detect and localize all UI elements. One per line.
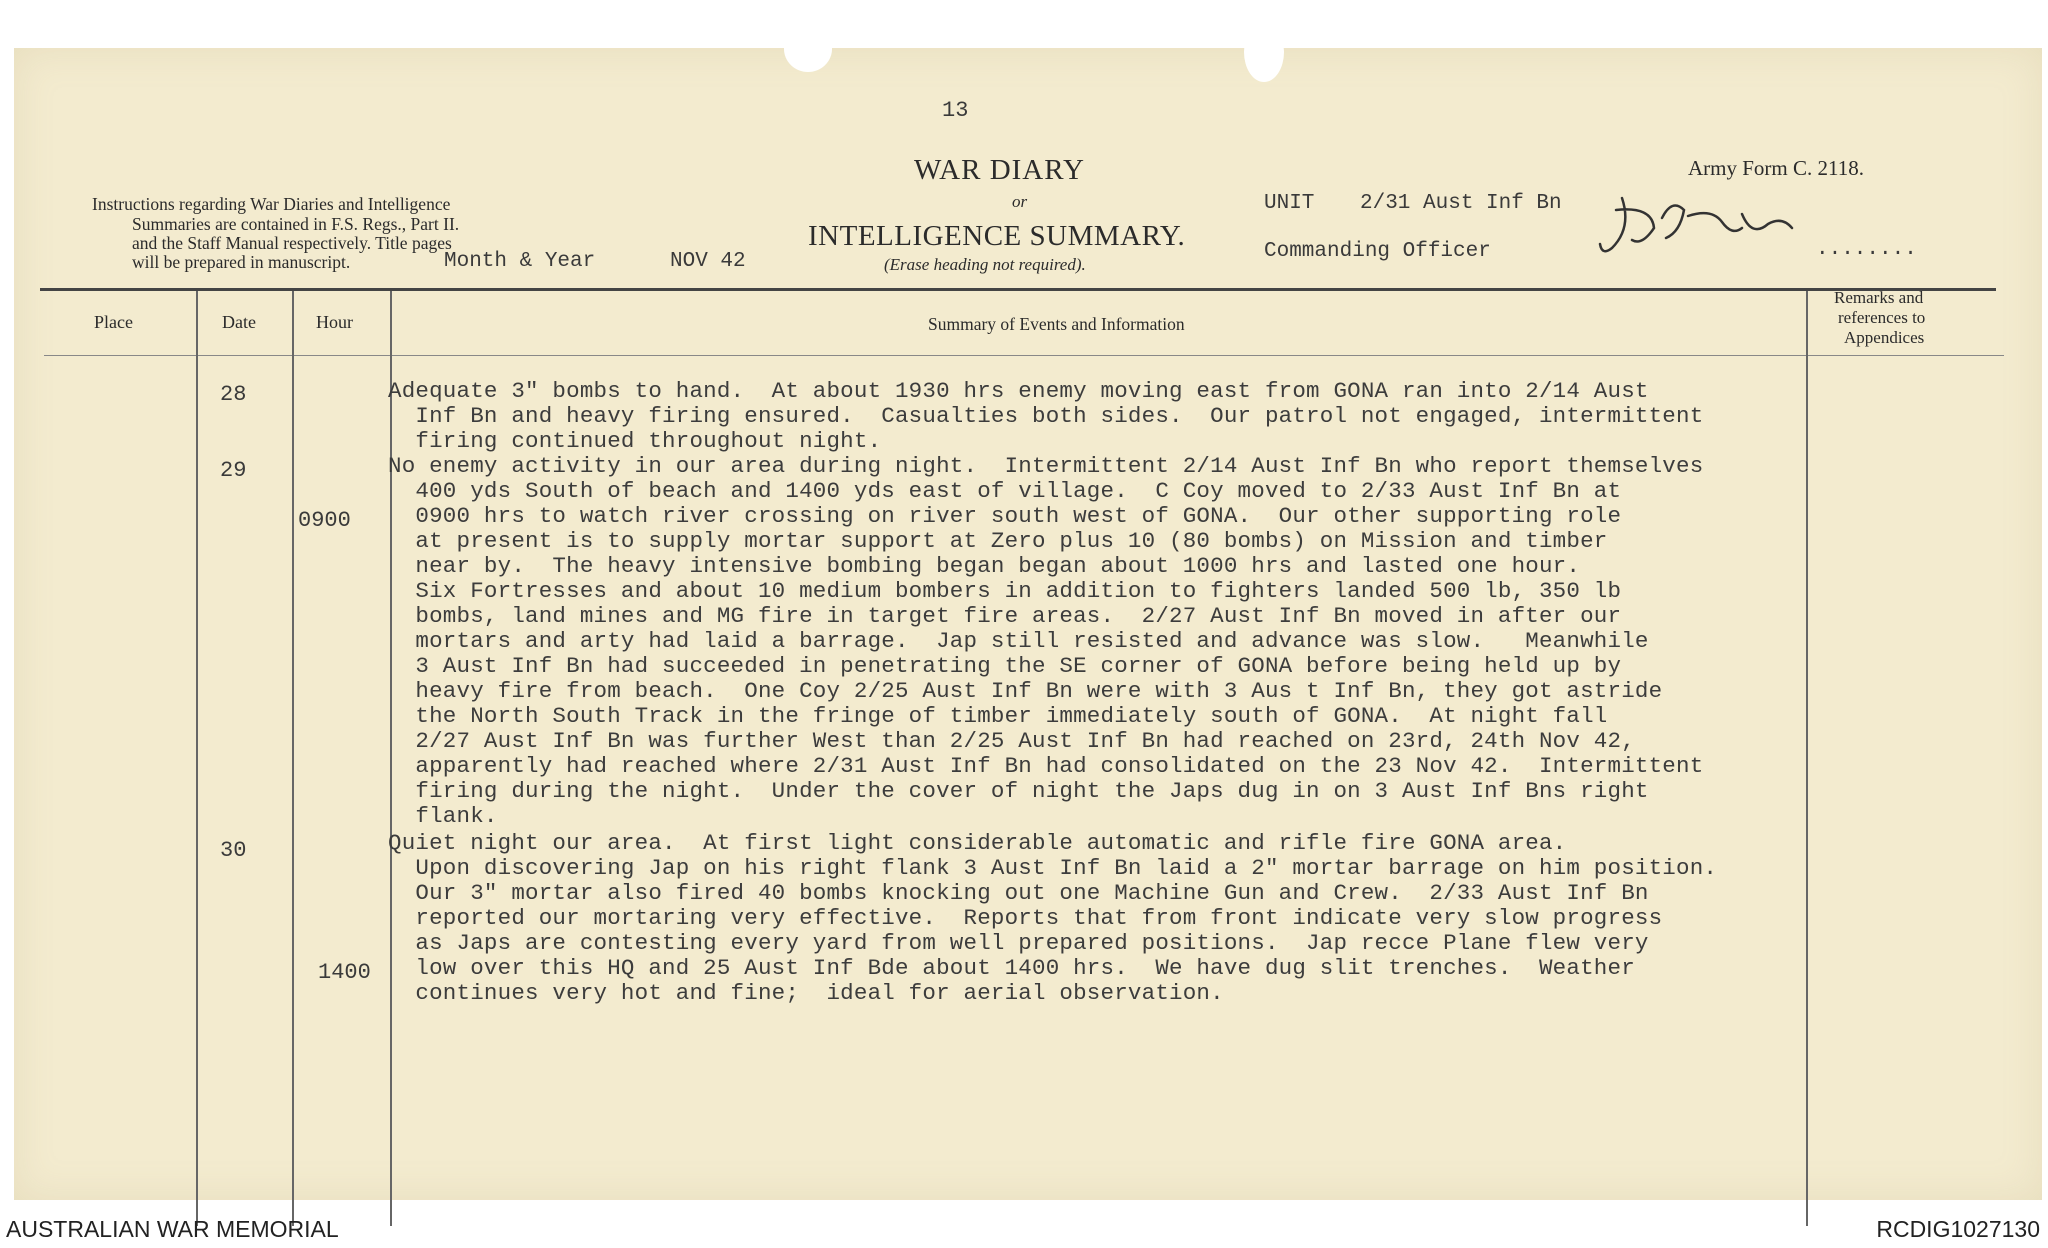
summary-line: mortars and arty had laid a barrage. Jap still resisted and advance was slow. Meanwhile (388, 628, 1649, 654)
summary-line: 400 yds South of beach and 1400 yds east of village. C Coy moved to 2/33 Aust Inf Bn at (388, 478, 1622, 504)
summary-line: at present is to supply mortar support at Zero plus 10 (80 bombs) on Mission and timber (388, 528, 1608, 554)
summary-line: continues very hot and fine; ideal for aerial observation. (388, 980, 1224, 1006)
unit-label: UNIT (1264, 192, 1315, 215)
unit-value: 2/31 Aust Inf Bn (1360, 192, 1562, 215)
month-year-value: NOV 42 (670, 250, 746, 273)
summary-line: low over this HQ and 25 Aust Inf Bde about 1400 hrs. We have dug slit trenches. Weather (388, 955, 1635, 981)
instructions-line: will be prepared in manuscript. (132, 252, 351, 272)
title-or: or (1012, 192, 1028, 211)
entry-date: 30 (220, 838, 247, 863)
summary-line: Our 3" mortar also fired 40 bombs knocking out one Machine Gun and Crew. 2/33 Aust Inf Bn (388, 880, 1649, 906)
title-intelligence-summary: INTELLIGENCE SUMMARY. (808, 220, 1186, 252)
column-header-hour: Hour (316, 312, 353, 332)
month-year-label: Month & Year (444, 250, 596, 273)
column-divider (1806, 291, 1808, 1226)
instructions-line: Summaries are contained in F.S. Regs., Part II. (132, 214, 460, 234)
instructions-line: Instructions regarding War Diaries and Intelligence (92, 194, 451, 214)
column-divider (196, 291, 198, 1226)
column-header-rule (44, 355, 2004, 356)
entry-date: 29 (220, 458, 247, 483)
summary-line: 3 Aust Inf Bn had succeeded in penetrating the SE corner of GONA before being held up by (388, 653, 1622, 679)
summary-line: Quiet night our area. At first light considerable automatic and rifle fire GONA area. (388, 830, 1567, 856)
summary-line: No enemy activity in our area during night. Intermittent 2/14 Aust Inf Bn who report themselves (388, 453, 1704, 479)
summary-line: the North South Track in the fringe of timber immediately south of GONA. At night fall (388, 703, 1608, 729)
summary-line: Inf Bn and heavy firing ensured. Casualties both sides. Our patrol not engaged, intermittent (388, 403, 1704, 429)
summary-line: firing during the night. Under the cover of night the Japs dug in on 3 Aust Inf Bns right (388, 778, 1649, 804)
summary-line: near by. The heavy intensive bombing began began about 1000 hrs and lasted one hour. (388, 553, 1581, 579)
column-header-date: Date (222, 312, 256, 332)
commanding-officer-dots: ........ (1816, 238, 1917, 261)
column-header-remarks: Appendices (1844, 328, 1925, 347)
column-header-place: Place (94, 312, 133, 332)
entry-hour: 0900 (298, 508, 351, 533)
summary-line: Upon discovering Jap on his right flank 3 Aust Inf Bn laid a 2" mortar barrage on him position. (388, 855, 1718, 881)
commanding-officer-label: Commanding Officer (1264, 240, 1491, 263)
title-note: (Erase heading not required). (884, 255, 1086, 274)
summary-line: apparently had reached where 2/31 Aust Inf Bn had consolidated on the 23 Nov 42. Intermittent (388, 753, 1704, 779)
summary-line: heavy fire from beach. One Coy 2/25 Aust Inf Bn were with 3 Aus t Inf Bn, they got astride (388, 678, 1663, 704)
summary-line: flank. (388, 803, 498, 829)
instructions-line: and the Staff Manual respectively. Title pages (132, 233, 452, 253)
summary-line: Six Fortresses and about 10 medium bombers in addition to fighters landed 500 lb, 350 lb (388, 578, 1622, 604)
page-number: 13 (942, 98, 969, 123)
title-war-diary: WAR DIARY (914, 154, 1085, 186)
signature-icon (1592, 188, 1822, 268)
torn-notch (784, 26, 832, 72)
archive-record-id: RCDIG1027130 (1876, 1216, 2040, 1242)
column-header-remarks: references to (1838, 308, 1926, 327)
header-rule (40, 288, 1996, 291)
document-page (14, 48, 2042, 1200)
summary-line: firing continued throughout night. (388, 428, 882, 454)
summary-line: 2/27 Aust Inf Bn was further West than 2/25 Aust Inf Bn had reached on 23rd, 24th Nov 42, (388, 728, 1635, 754)
column-header-summary: Summary of Events and Information (928, 314, 1185, 334)
summary-line: Adequate 3" bombs to hand. At about 1930 hrs enemy moving east from GONA ran into 2/14 Aust (388, 378, 1649, 404)
summary-line: as Japs are contesting every yard from well prepared positions. Jap recce Plane flew very (388, 930, 1649, 956)
torn-notch (1244, 22, 1284, 82)
archive-credit: AUSTRALIAN WAR MEMORIAL (6, 1216, 339, 1242)
entry-hour: 1400 (318, 960, 371, 985)
summary-line: bombs, land mines and MG fire in target fire areas. 2/27 Aust Inf Bn moved in after our (388, 603, 1622, 629)
entry-date: 28 (220, 382, 247, 407)
summary-line: 0900 hrs to watch river crossing on river south west of GONA. Our other supporting role (388, 503, 1622, 529)
army-form-number: Army Form C. 2118. (1688, 156, 1864, 180)
column-divider (292, 291, 294, 1226)
summary-line: reported our mortaring very effective. Reports that from front indicate very slow progress (388, 905, 1663, 931)
column-header-remarks: Remarks and (1834, 288, 1924, 307)
